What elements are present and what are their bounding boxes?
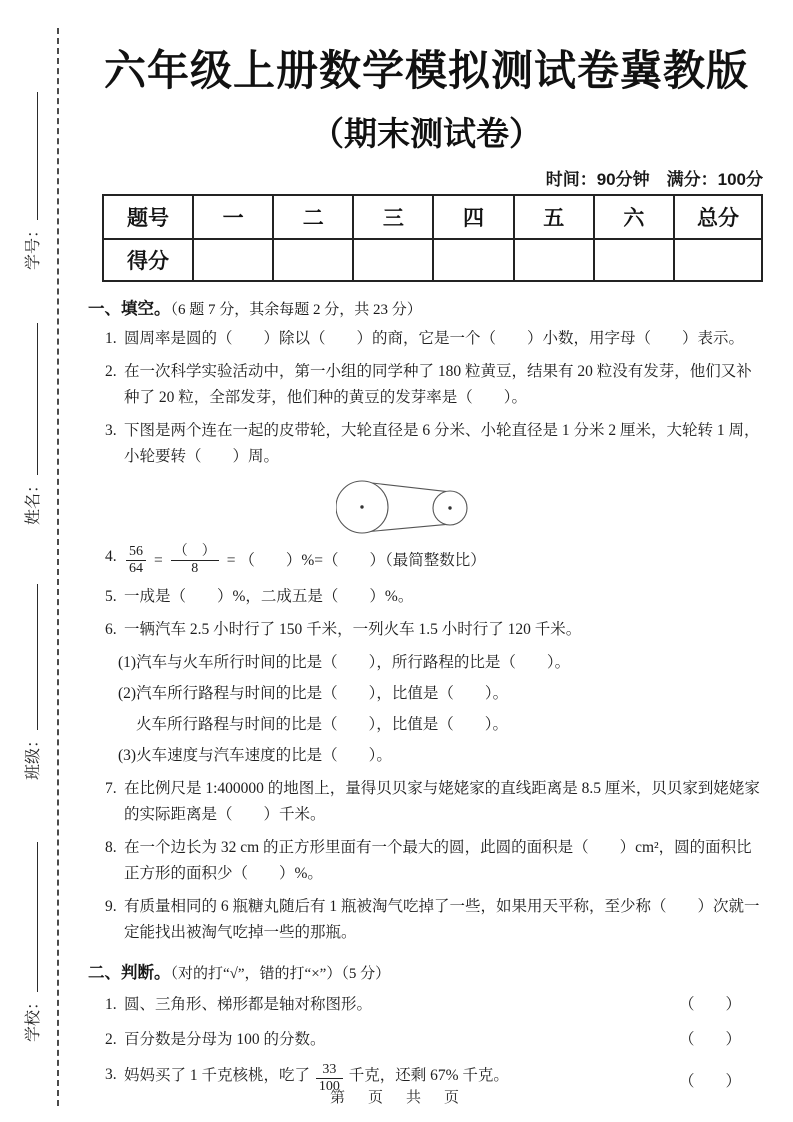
question-number: 1.	[105, 330, 117, 347]
question-text: 在比例尺是 1:400000 的地图上，量得贝贝家与姥姥家的直线距离是 8.5 厘米，贝贝家到姥姥家的实际距离是（ ）千米。	[124, 780, 760, 824]
student-id-field	[20, 92, 43, 270]
question-number: 5.	[105, 588, 117, 606]
question-number: 2.	[105, 363, 117, 380]
class-blank-line	[33, 584, 38, 730]
question-text-tail: = （ ）%=（ ）（最简整数比）	[226, 551, 486, 569]
question-number: 3.	[105, 1066, 117, 1084]
score-table-header-cell: 二	[273, 195, 353, 239]
question-text: 在一次科学实验活动中，第一小组的同学种了 180 粒黄豆，结果有 20 粒没有发芽，他们又补种了 20 粒，全部发芽，他们种的黄豆的发芽率是（ ）。	[124, 363, 752, 406]
score-table	[102, 194, 763, 282]
score-table-header-cell: 题号	[103, 195, 193, 239]
question-number: 4.	[105, 548, 117, 565]
question-text: 百分数是分母为 100 的分数。	[124, 1031, 326, 1049]
question-item	[88, 617, 765, 643]
exam-info: 时间：90分钟 满分：100分	[545, 170, 763, 189]
question-item	[88, 359, 765, 411]
score-table-header-row	[103, 195, 762, 239]
score-row-label: 得分	[103, 239, 193, 281]
question-text: 下图是两个连在一起的皮带轮，大轮直径是 6 分米、小轮直径是 1 分米 2 厘米，大轮转 1 周，小轮要转（ ）周。	[124, 422, 760, 465]
school-label: 学校：	[25, 993, 42, 1042]
fraction-numerator: 33	[316, 1062, 343, 1079]
section-judge-heading	[88, 959, 765, 983]
question-item	[88, 418, 765, 470]
student-id-blank-line	[33, 92, 38, 220]
score-table-header-cell: 六	[594, 195, 674, 239]
section-judge-points: （对的打“√”，错的打“×”）（5 分）	[170, 966, 391, 983]
score-cell	[193, 239, 273, 281]
score-table-header-cell: 三	[353, 195, 433, 239]
fraction-numerator: （ ）	[171, 544, 219, 561]
section-judge-title: 二、判断。	[88, 963, 171, 983]
fraction-denominator: 100	[318, 1079, 340, 1095]
section-fill-points: （6 题 7 分，其余每题 2 分，共 23 分）	[170, 302, 422, 318]
fraction	[171, 544, 219, 577]
score-cell	[514, 239, 594, 281]
class-label: 班级：	[25, 731, 42, 780]
class-field	[20, 584, 43, 780]
school-field	[20, 842, 43, 1042]
question-number: 9.	[105, 898, 117, 916]
fold-dashed-line	[57, 28, 59, 1106]
question-number: 3.	[105, 422, 117, 439]
question-text: 有质量相同的 6 瓶糖丸随后有 1 瓶被淘气吃掉了一些，如果用天平称，至少称（ ）次就一定能找出被淘气吃掉一些的那瓶。	[124, 898, 760, 942]
student-name-blank-line	[33, 323, 38, 475]
answer-parentheses: （ ）	[678, 1031, 741, 1049]
question-number: 6.	[105, 621, 117, 639]
score-cell	[674, 239, 762, 281]
score-cell	[353, 239, 433, 281]
question-text: 一成是（ ）%，二成五是（ ）%。	[124, 588, 414, 606]
main-content	[88, 0, 765, 1104]
fraction-denominator: 64	[129, 561, 143, 577]
question-text-post: 千克，还剩 67% 千克。	[348, 1067, 509, 1085]
judge-item	[88, 1027, 765, 1053]
paper-subtitle: （期末测试卷）	[311, 115, 542, 152]
question-number: 7.	[105, 780, 117, 798]
question-subitem: (3)火车速度与汽车速度的比是（ ）。	[118, 747, 392, 765]
student-name-field	[20, 323, 43, 525]
question-text	[124, 544, 765, 577]
question-subitem: (1)汽车与火车所行时间的比是（ ），所行路程的比是（ ）。	[118, 654, 571, 672]
paper-title: 六年级上册数学模拟测试卷冀教版	[103, 47, 749, 94]
question-subitem: (2)汽车所行路程与时间的比是（ ），比值是（ ）。	[118, 685, 509, 703]
page-footer: 第 页 共 页	[329, 1089, 463, 1106]
question-text-pre: 妈妈买了 1 千克核桃，吃了	[124, 1067, 311, 1085]
score-table-header-cell: 四	[433, 195, 513, 239]
question-text: 圆、三角形、梯形都是轴对称图形。	[124, 996, 373, 1014]
score-cell	[433, 239, 513, 281]
question-subitem: 火车所行路程与时间的比是（ ），比值是（ ）。	[136, 716, 509, 734]
question-text: 圆周率是圆的（ ）除以（ ）的商，它是一个（ ）小数，用字母（ ）表示。	[124, 330, 745, 347]
question-number: 1.	[105, 996, 117, 1014]
question-number: 2.	[105, 1031, 117, 1049]
question-item	[88, 894, 765, 946]
question-number: 8.	[105, 839, 117, 857]
student-id-label: 学号：	[25, 221, 42, 270]
score-cell	[273, 239, 353, 281]
fraction	[126, 544, 146, 577]
question-text: 一辆汽车 2.5 小时行了 150 千米，一列火车 1.5 小时行了 120 千米。	[124, 621, 582, 639]
score-table-header-cell: 一	[193, 195, 273, 239]
score-cell	[594, 239, 674, 281]
answer-parentheses: （ ）	[678, 1073, 741, 1091]
question-item	[88, 584, 765, 610]
question-text: 在一个边长为 32 cm 的正方形里面有一个最大的圆，此圆的面积是（ ）cm²，圆的面积比正方形的面积少（ ）%。	[124, 839, 752, 883]
score-table-header-cell: 五	[514, 195, 594, 239]
section-fill-title: 一、填空。	[88, 299, 171, 318]
answer-parentheses: （ ）	[678, 996, 741, 1014]
fraction-numerator: 56	[126, 544, 146, 561]
fraction-denominator: 8	[191, 561, 199, 577]
pulley-diagram	[336, 477, 476, 537]
score-table-header-cell: 总分	[674, 195, 762, 239]
question-item	[88, 776, 765, 828]
question-item	[88, 835, 765, 887]
score-table-score-row	[103, 239, 762, 281]
question-item	[88, 326, 765, 352]
question-item	[88, 544, 765, 577]
section-fill-heading	[88, 295, 765, 319]
judge-item	[88, 992, 765, 1018]
equals-sign: =	[154, 551, 163, 569]
school-blank-line	[33, 842, 38, 992]
student-name-label: 姓名：	[25, 476, 42, 525]
